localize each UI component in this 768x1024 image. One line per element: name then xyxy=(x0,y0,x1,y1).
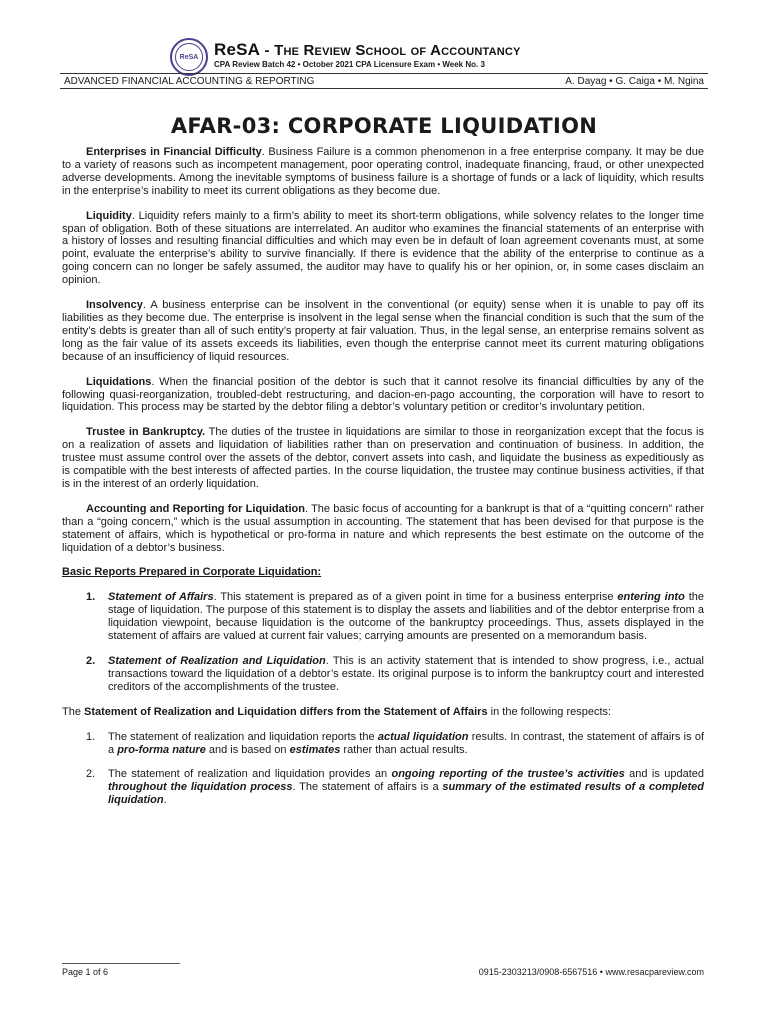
paragraph: Insolvency. A business enterprise can be insolvent in the conventional (or equity) sense when it is unable to pay off its liabilities as they become due. The enterprise is insolvent in the legal sense when the financial condition is such that the sum of the entity’s debts is greater than all of such entity’s property at fair valuation. Thus, in the legal sense, an enterprise remains solvent as long as the fair value of its assets exceeds its liabilities, even though the enterprise cannot meet its current maturing obligations because of an insufficiency of liquid resources. xyxy=(62,299,704,363)
school-dash: - xyxy=(260,42,275,59)
batch-line: CPA Review Batch 42 • October 2021 CPA Licensure Exam • Week No. 3 xyxy=(214,60,485,69)
logo-text: ReSA xyxy=(175,43,203,71)
school-name xyxy=(214,40,521,60)
subject-name: ADVANCED FINANCIAL ACCOUNTING & REPORTING xyxy=(64,76,315,87)
paragraph: Liquidity. Liquidity refers mainly to a firm’s ability to meet its short-term obligations, while solvency relates to the longer time span of obligation. Both of these situations are interrelated. An auditor who examines the financial statements of an enterprise with a history of losses and resulting financial difficulties and which may even be in default of loan agreement covenants must, at some point, evaluate the enterprise’s ability to survive financially. If there is evidence that the ability of the enterprise to continue as a going concern can no longer be safely assumed, the auditor may have to qualify his or her opinion, or, in some cases disclaim an opinion. xyxy=(62,209,704,287)
list-item: 1. The statement of realization and liquidation reports the actual liquidation results. In contrast, the statement of affairs is of a pro-forma nature and is based on estimates rather than actual results. xyxy=(86,730,704,756)
paragraph: Trustee in Bankruptcy. The duties of the trustee in liquidations are similar to those in reorganization except that the focus is on a realization of assets and liquidation of liabilities rather than on preservation and continuation of business. In addition, the trustee must assume control over the assets of the debtor, convert assets into cash, and liquidate the business as expeditiously as is compatible with the best interests of affected parties. In the course liquidation, the trustee may continue business activities, if that is in the interest of an orderly liquidation. xyxy=(62,426,704,490)
authors: A. Dayag • G. Caiga • M. Ngina xyxy=(565,76,704,87)
footer-rule xyxy=(62,963,180,964)
reports-list xyxy=(62,591,704,693)
differs-intro: The Statement of Realization and Liquidation differs from the Statement of Affairs in the following respects: xyxy=(62,705,612,718)
paragraph: Liquidations. When the financial position of the debtor is such that it cannot resolve its financial difficulties by any of the following quasi-reorganization, troubled-debt restructuring, and dacion-en-pago accounting, the corporation will have to resort to liquidation. This process may be started by the debtor filing a debtor’s voluntary petition or creditor’s involuntary petition. xyxy=(62,375,704,414)
document-title: AFAR-03: CORPORATE LIQUIDATION xyxy=(170,114,598,138)
differs-list xyxy=(62,731,704,808)
school-prefix: ReSA xyxy=(214,40,261,59)
subject-bar xyxy=(60,73,708,89)
footer-contact: 0915-2303213/0908-6567516 • www.resacpareview.com xyxy=(478,967,704,977)
list-item: 2. Statement of Realization and Liquidation. This is an activity statement that is intended to show progress, i.e., actual transactions toward the liquidation of a debtor’s estate. Its original purpose is to inform the bankruptcy court and interested creditors of the accomplishments of the trustee. xyxy=(86,655,704,693)
paragraph: Enterprises in Financial Difficulty. Business Failure is a common phenomenon in a free enterprise company. It may be due to a variety of reasons such as incompetent management, poor operating control, inadequate financing, fraud, or other unexpected adverse developments. Among the inevitable symptoms of business failure is a shortage of funds or a lack of liquidity, which results in the enterprise’s inability to meet its current obligations as they become due. xyxy=(62,146,704,197)
list-item: 1. Statement of Affairs. This statement is prepared as of a given point in time for a business enterprise entering into the stage of liquidation. The purpose of this statement is to display the assets and liabilities and of the debtor enterprise from a liquidation viewpoint, because liquidation is the outcome of the bankruptcy proceedings. Thus, assets displayed in the statement of affairs are valued at current fair values; carrying amounts are presented on a memorandum basis. xyxy=(86,591,704,643)
resa-logo xyxy=(170,38,208,76)
page-number: Page 1 of 6 xyxy=(62,967,109,977)
reports-heading: Basic Reports Prepared in Corporate Liquidation: xyxy=(62,566,322,579)
list-item: 2. The statement of realization and liquidation provides an ongoing reporting of the trustee’s activities and is updated throughout the liquidation process. The statement of affairs is a summary of the estimated results of a completed liquidation. xyxy=(86,768,705,807)
school-full-name: The Review School of Accountancy xyxy=(274,42,521,59)
paragraph: Accounting and Reporting for Liquidation. The basic focus of accounting for a bankrupt is that of a “quitting concern” rather than a “going concern,” which is the usual assumption in accounting. The statement that has been devised for that purpose is the statement of affairs, which is hypothetical or pro-forma in nature and which represents the best estimate on the outcome of the liquidation of a debtor’s business. xyxy=(62,502,704,554)
document-body xyxy=(62,146,704,819)
